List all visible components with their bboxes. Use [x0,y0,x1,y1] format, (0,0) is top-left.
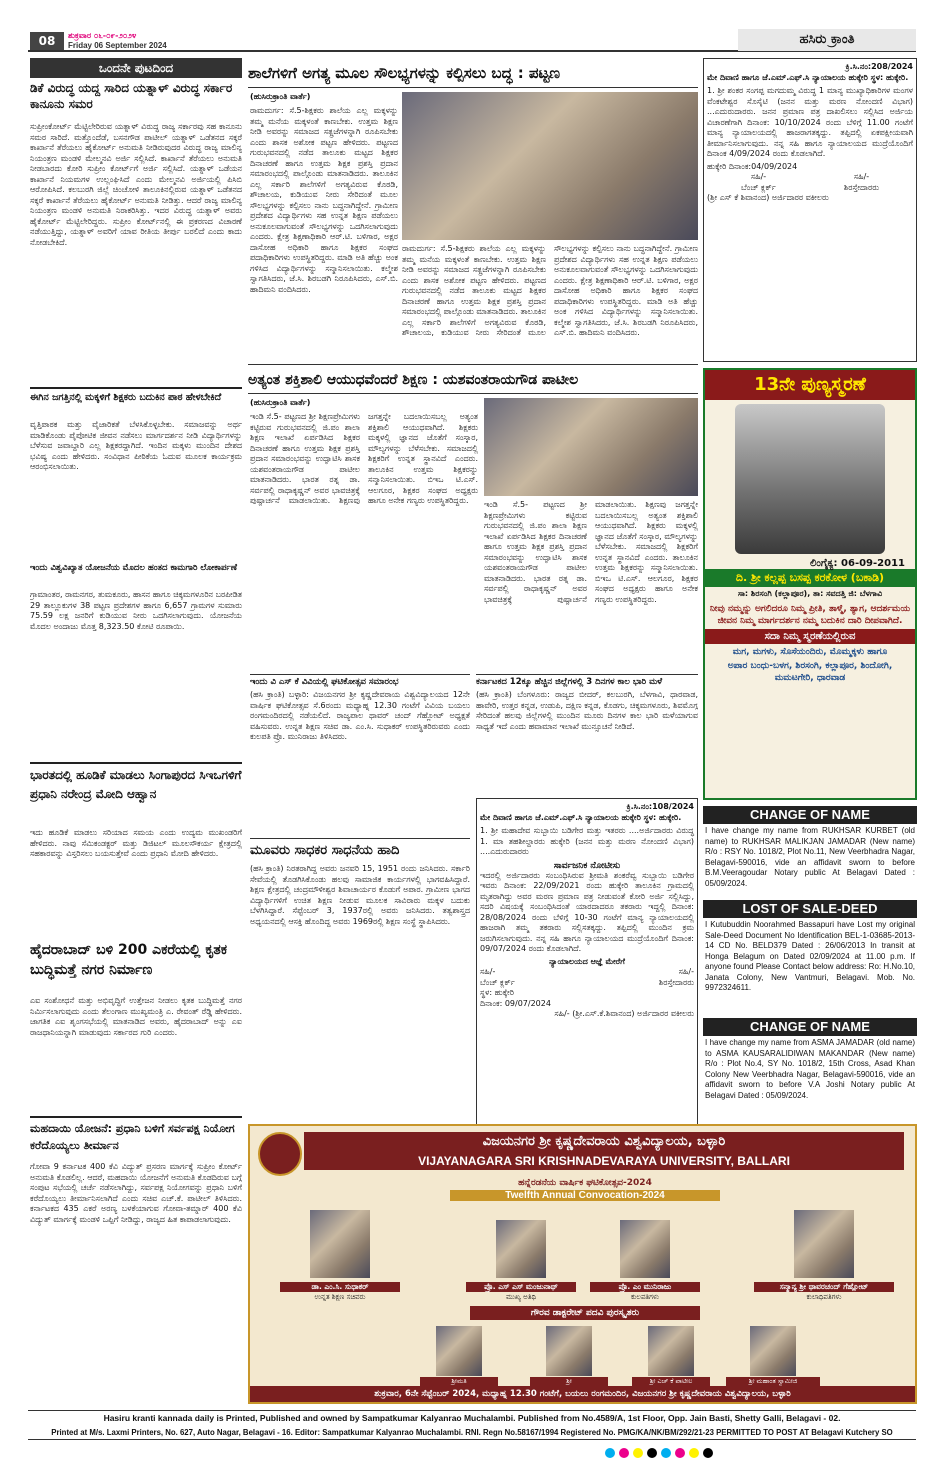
honoree-photo-2 [546,1326,592,1376]
notice1-sign1-role: ಬೆಂಚ್ ಕ್ಲರ್ಕ್ [741,182,776,192]
notice2-sign1-role: ಬೆಂಚ್ ಕ್ಲರ್ಕ್ [480,977,515,987]
notice1-place-date: ಹುಕ್ಕೇರಿ ದಿನಾಂಕ:04/09/2024 [707,161,798,171]
story-c2-body: (ಹಸಿ ಕ್ರಾಂತಿ) ಬೆಂಗಳೂರು: ರಾಜ್ಯದ ಬೀದರ್, ಕಲಬುರಗಿ, ಬೆಳಗಾವಿ, ಧಾರವಾಡ, ಹಾವೇರಿ, ಉತ್ತರ ಕನ್ನಡ, ಉಡುಪಿ, ದಕ್ಷಿಣ ಕನ್ನಡ, ಕೊಡಗು, ಚಿಕ್ಕಮಗಳೂರು, ಶಿವಮೊಗ್ಗ ಸೇರಿದಂತೆ ಹಲವು ಜಿಲ್ಲೆಗಳಲ್ಲಿ ಮುಂದಿನ ಮೂರು ದಿನಗಳ ಕಾಲ ಭಾರಿ ಮಳೆಯಾಗುವ ಸಾಧ್ಯತೆ ಇದೆ ಎಂದು ಹವಾಮಾನ ಇಲಾಖೆ ಮುನ್ಸೂಚನೆ ನೀಡಿದೆ. [476,690,698,731]
date-kannada: ಶುಕ್ರವಾರ ೦೬-೦೯-೨೦೨೪ [68,31,137,40]
lead-body-col1: ರಾಮದುರ್ಗ: ಸೆ.5-ಶಿಕ್ಷಕರು ಶಾಲೆಯ ಎಲ್ಲ ಮಕ್ಕಳನ್ನು ತಮ್ಮ ಮನೆಯ ಮಕ್ಕಳಂತೆ ಕಾಣಬೇಕು. ಉತ್ತಮ ಶಿಕ್ಷಣ ನೀಡಿ ಅವರನ್ನು ಸಮಾಜದ ಸತ್ಪ್ರಜೆಗಳನ್ನಾಗಿ ರೂಪಿಸಬೇಕು ಎಂದು ಶಾಸಕ ಅಶೋಕ ಪಟ್ಟಣ ಹೇಳಿದರು. ಪಟ್ಟಣದ ಗುರುಭವನದಲ್ಲಿ ನಡೆದ ತಾಲೂಕು ಮಟ್ಟದ ಶಿಕ್ಷಕರ ದಿನಾಚರಣೆ ಹಾಗೂ ಉತ್ತಮ ಶಿಕ್ಷಕ ಪ್ರಶಸ್ತಿ ಪ್ರದಾನ ಸಮಾರಂಭದಲ್ಲಿ ಪಾಲ್ಗೊಂಡು ಮಾತನಾಡಿದರು. ತಾಲೂಕಿನ ಎಲ್ಲ ಸರ್ಕಾರಿ ಶಾಲೆಗಳಿಗೆ ಅಗತ್ಯವಿರುವ ಕೊಠಡಿ, ಶೌಚಾಲಯ, ಕುಡಿಯುವ ನೀರು ಸೇರಿದಂತೆ ಮೂಲ ಸೌಲಭ್ಯಗಳನ್ನು ಕಲ್ಪಿಸಲು ನಾನು ಬದ್ಧನಾಗಿದ್ದೇನೆ. ಗ್ರಾಮೀಣ ಪ್ರದೇಶದ ವಿದ್ಯಾರ್ಥಿಗಳು ಸಹ ಉನ್ನತ ಶಿಕ್ಷಣ ಪಡೆಯಲು ಅನುಕೂಲವಾಗುವಂತೆ ಸೌಲಭ್ಯಗಳನ್ನು ಒದಗಿಸಲಾಗುವುದು ಎಂದರು. ಕ್ಷೇತ್ರ ಶಿಕ್ಷಣಾಧಿಕಾರಿ ಆರ್.ಟಿ. ಬಳಿಗಾರ, ಅಕ್ಷರ ದಾಸೋಹ ಅಧಿಕಾರಿ ಹಾಗೂ ಶಿಕ್ಷಕರ ಸಂಘದ ಪದಾಧಿಕಾರಿಗಳು ಉಪಸ್ಥಿತರಿದ್ದರು. ಮಾಡಿ ಅತಿ ಹೆಚ್ಚು ಅಂಕ ಗಳಿಸಿದ ವಿದ್ಯಾರ್ಥಿಗಳನ್ನು ಸನ್ಮಾನಿಸಲಾಯಿತು. ಕಲ್ಮೇಶ ಸ್ವಾಗತಿಸಿದರು, ಜೆ.ಸಿ. ಶಿರಬಡಗಿ ನಿರೂಪಿಸಿದರು, ಎಸ್.ಬಿ. ಹಾದಿಮನಿ ವಂದಿಸಿದರು. [250,106,398,294]
honoree-photo-1 [436,1326,482,1376]
notice2-place: ಸ್ಥಳ: ಹುಕ್ಕೇರಿ [480,988,514,997]
notice2-date: ದಿನಾಂಕ: 09/07/2024 [480,998,551,1008]
story4-body: ಎಐ ಸಂಶೋಧನೆ ಮತ್ತು ಅಭಿವೃದ್ಧಿಗೆ ಉತ್ತೇಜನ ನೀಡಲು ಕೃತಕ ಬುದ್ಧಿಮತ್ತೆ ನಗರ ನಿರ್ಮಿಸಲಾಗುವುದು ಎಂದು ತೆಲಂಗಾಣ ಮುಖ್ಯಮಂತ್ರಿ ಎ. ರೇವಂತ್ ರೆಡ್ಡಿ ಹೇಳಿದರು. ಜಾಗತಿಕ ಎಐ ಶೃಂಗಸಭೆಯಲ್ಲಿ ಮಾತನಾಡಿದ ಅವರು, ಹೈದರಾಬಾದ್ ಅನ್ನು ಎಐ ರಾಜಧಾನಿಯನ್ನಾಗಿ ಮಾಡುವುದು ಸರ್ಕಾರದ ಗುರಿ ಎಂದರು. [30,996,242,1037]
court-notice-2 [476,798,698,1126]
memorial-relatives: ಅಪಾರ ಬಂಧು-ಬಳಗ, ಶಿರಸಂಗಿ, ಕಲ್ಲಾಪೂರ, ಶಿಂದೋಗಿ, ಮಮಟಗೇರಿ, ಧಾರವಾಡ [727,661,893,683]
divider [30,387,242,389]
classified1-title: CHANGE OF NAME [703,806,917,824]
imprint-line-2: Printed at M/s. Laxmi Printers, No. 627, Auto Nagar, Belagavi - 16. Editor: Sampatkumar Kalyanrao Muchalambi. RNI. Regn No.58167/1994 Registered No. PMG/KA/NK/BM/292/21-23 PERMITTED TO POST AT Belagavi Kutchery SO [28,1426,916,1440]
ad-footer: ಶುಕ್ರವಾರ, 6ನೇ ಸೆಪ್ಟೆಂಬರ್ 2024, ಮಧ್ಯಾಹ್ನ 12.30 ಗಂಟೆಗೆ, ಬಯಲು ರಂಗಮಂದಿರ, ವಿಜಯನಗರ ಶ್ರೀ ಕೃಷ್ಣದೇವರಾಯ ವಿಶ್ವವಿದ್ಯಾಲಯ, ಬಳ್ಳಾರಿ [250,1386,915,1402]
court-notice-1 [703,58,917,362]
univ-logo [258,1132,302,1176]
second-dateline: (ಹುಸಿರುಕ್ರಾಂತಿ ವಾರ್ತೆ) [250,398,311,407]
story2-body: ವೃತ್ತಿಪಾಠಕ ಮತ್ತು ವೈಜಾರಿಕತೆ ಬೆಳಸಿಕೊಳ್ಳಬೇಕು. ಸಮಾಜವನ್ನು ಅರ್ಥ ಮಾಡಿಕೊಂಡು ಪೈಪೋಟಿಕ ಜೀವನ ನಡೆಸಲು ಮಾರ್ಗದರ್ಶನ ನೀಡಿ ವಿದ್ಯಾರ್ಥಿಗಳನ್ನು ಬೆಳೆಸುವ ಜವಾಬ್ದಾರಿ ಎಲ್ಲ ಶಿಕ್ಷಕರದ್ದಾಗಿದೆ. ಇಂದಿನ ಮಕ್ಕಳು ಮುಂದಿನ ದೇಶದ ಭವಿಷ್ಯ ಎಂದು ಹೇಳಿದರು. ಸಂವಿಧಾನ ಪೀಠಿಕೆಯ ಓದುವ ಮೂಲಕ ಕಾರ್ಯಕ್ರಮ ಆರಂಭಿಸಲಾಯಿತು. [30,420,242,471]
notice1-body: 1. ಶ್ರೀ ಶಂಕರ ಸಂಗಪ್ಪ ಮಗದುಮ್ಮ ವಿರುದ್ಧ 1 ಮಾನ್ಯ ಮುಖ್ಯಾಧಿಕಾರಿಗಳ ಮಂಗಳ ವೆಂಕಟೇಶ್ವರ ಸೊಸೈಟಿ (ಜನನ ಮತ್ತು ಮರಣ ನೋಂದಣಿ ವಿಭಾಗ) ...ಎದುರುದಾರರು. ಜನನ ಪ್ರಮಾಣ ಪತ್ರ ದಾಖಲಿಸಲು ಸಲ್ಲಿಸಿದ ಅರ್ಜಿಯ ವಿಚಾರಣೆಗಾಗಿ ದಿನಾಂಕ: 10/10/2024 ರಂದು ಬೆಳಿಗ್ಗೆ 11.00 ಗಂಟೆಗೆ ಮಾನ್ಯ ನ್ಯಾಯಾಲಯದಲ್ಲಿ ಹಾಜರಾಗತಕ್ಕದ್ದು. ತಪ್ಪಿದಲ್ಲಿ ಏಕಪಕ್ಷೀಯವಾಗಿ ತೀರ್ಮಾನಿಸಲಾಗುವುದು. ನನ್ನ ಸಹಿ ಹಾಗೂ ನ್ಯಾಯಾಲಯದ ಮುದ್ರೆಯೊಂದಿಗೆ ದಿನಾಂಕ 4/09/2024 ರಂದು ಕೊಡಲಾಗಿದೆ. [707,86,913,158]
person-4-role: ಕುಲಾಧಿಪತಿಗಳು [806,1293,842,1301]
page-number: 08 [30,32,64,50]
notice1-roles [707,183,913,194]
memorial-date: ಲಿಂಗೈಕ್ಯ: 06-09-2011 [810,558,905,569]
memorial-portrait [735,404,885,554]
story-c3-headline: ಮೂವರು ಸಾಧಕರ ಸಾಧನೆಯ ಹಾದಿ [250,838,470,862]
person-4-name: ಸನ್ಮಾನ್ಯ ಶ್ರೀ ಥಾವರಚಂದ್ ಗೆಹ್ಲೋಟ್ [754,1282,894,1292]
honoree-photo-4 [750,1326,796,1376]
notice1-case-no: ಕ್ರಿ.ಸಿ.ನಂ:208/2024 [845,62,913,71]
honoree-1-name: ಶ್ರೀಮತಿ [420,1377,498,1386]
univ-name-english: VIJAYANAGARA SRI KRISHNADEVARAYA UNIVERSITY, BALLARI [304,1152,904,1170]
notice1-court: ಮೇ ದಿವಾಣಿ ಹಾಗೂ ಜೆ.ಎಮ್.ಎಫ್.ಸಿ ನ್ಯಾಯಾಲಯ ಹುಕ್ಕೇರಿ ಸ್ಥಳ: ಹುಕ್ಕೇರಿ. [707,72,909,82]
event-kannada: ಹನ್ನೆರಡನೆಯ ವಾರ್ಷಿಕ ಘಟಿಕೋತ್ಸವ-2024 [518,1178,652,1188]
honoree-2-name: ಶ್ರೀ [530,1377,608,1386]
notice1-signatures [707,172,913,183]
story5-body: ಗೋವಾ 9 ಕರ್ನಾಟಕ 400 ಕೆವಿ ವಿದ್ಯುತ್ ಪ್ರಸರಣ ಮಾರ್ಗಕ್ಕೆ ಸುಪ್ರೀಂ ಕೋರ್ಟ್ ಅನುಮತಿ ಕೊಡಲಿಲ್ಲ. ಆದರೆ, ಮಹದಾಯಿ ಯೋಜನೆಗೆ ಅನುಮತಿ ಕೊಡದಿರುವ ಬಗ್ಗೆ ಸಂಪುಟ ಸಭೆಯಲ್ಲಿ ಚರ್ಚೆ ನಡೆಸಲಾಗಿದ್ದು, ಸರ್ವಪಕ್ಷ ನಿಯೋಗವನ್ನು ಪ್ರಧಾನಿ ಬಳಿಗೆ ಕರೆದೊಯ್ಯಲು ತೀರ್ಮಾನಿಸಲಾಗಿದೆ ಎಂದು ಸಚಿವ ಎಚ್.ಕೆ. ಪಾಟೀಲ್ ತಿಳಿಸಿದರು. ಕರ್ನಾಟಕದ 435 ಎಕರೆ ಅರಣ್ಯ ಬಳಕೆಯಾಗುವ ಗೋವಾ-ತಮ್ನಾರ್ 400 ಕೆವಿ ವಿದ್ಯುತ್ ಮಾರ್ಗಕ್ಕೆ ಮಂಡಳಿ ಒಪ್ಪಿಗೆ ನೀಡಿದ್ದು, ರಾಜ್ಯದ ಹಿತ ಕಾಪಾಡಲಾಗುವುದು. [30,1162,242,1224]
second-body-col1: ಇಂಡಿ ಸೆ.5- ಪಟ್ಟಣದ ಶ್ರೀ ಶಿಕ್ಷಣಪ್ರೇಮಿಗಳು ಕಟ್ಟಿರುವ ಗುರುಭವನದಲ್ಲಿ ಜಿ.ಪಂ ಶಾಲಾ ಶಿಕ್ಷಣ ಇಲಾಖೆ ಏರ್ಪಡಿಸಿದ ಶಿಕ್ಷಕರ ದಿನಾಚರಣೆ ಹಾಗೂ ಉತ್ತಮ ಶಿಕ್ಷಕ ಪ್ರಶಸ್ತಿ ಪ್ರದಾನ ಸಮಾರಂಭವನ್ನು ಉದ್ಘಾಟಿಸಿ ಶಾಸಕ ಯಶವಂತರಾಯಗೌಡ ಪಾಟೀಲ ಮಾತನಾಡಿದರು. ಭಾರತ ರತ್ನ ಡಾ. ಸರ್ವಪಲ್ಲಿ ರಾಧಾಕೃಷ್ಣನ್ ಅವರ ಭಾವಚಿತ್ರಕ್ಕೆ ಪುಷ್ಪಾರ್ಚನೆ ಮಾಡಲಾಯಿತು. ಶಿಕ್ಷಣವು ಜಗತ್ತನ್ನೇ ಬದಲಾಯಿಸಬಲ್ಲ ಅತ್ಯಂತ ಶಕ್ತಿಶಾಲಿ ಆಯುಧವಾಗಿದೆ. ಶಿಕ್ಷಕರು ಮಕ್ಕಳಲ್ಲಿ ಜ್ಞಾನದ ಜೊತೆಗೆ ಸಂಸ್ಕಾರ, ಮೌಲ್ಯಗಳನ್ನು ಬೆಳೆಸಬೇಕು. ಸಮಾಜದಲ್ಲಿ ಶಿಕ್ಷಕರಿಗೆ ಉನ್ನತ ಸ್ಥಾನವಿದೆ ಎಂದರು. ತಾಲೂಕಿನ ಉತ್ತಮ ಶಿಕ್ಷಕರನ್ನು ಸನ್ಮಾನಿಸಲಾಯಿತು. ಬಿಇಒ ಟಿ.ಎಸ್. ಆಲಗೂರ, ಶಿಕ್ಷಕರ ಸಂಘದ ಅಧ್ಯಕ್ಷರು ಹಾಗೂ ಅನೇಕ ಗಣ್ಯರು ಉಪಸ್ಥಿತರಿದ್ದರು. [250,412,478,505]
lead-dateline: (ಹುಸಿರುಕ್ರಾಂತಿ ವಾರ್ತೆ) [250,92,311,101]
honorary-heading: ಗೌರವ ಡಾಕ್ಟರೇಟ್ ಪದವಿ ಪುರಸ್ಕೃತರು [470,1306,700,1320]
story1-headline: ಡಿಕೆ ವಿರುದ್ಧ ಯದ್ದ ಸಾರಿದ ಯತ್ನಾಳ್ ವಿರುದ್ಧ ಸರ್ಕಾರ ಕಾನೂನು ಸಮರ [30,81,233,111]
honoree-4-name: ಶ್ರೀ ಮಹಾಂತ ಸ್ವಾಮೀಜಿ [726,1377,820,1386]
story2-subhead: ಇಂದು ವಿಶ್ವವಿಖ್ಯಾತ ಯೋಜನೆಯ ಮೊದಲ ಹಂತದ ಕಾಮಗಾರಿ ಲೋಕಾರ್ಪಣೆ [30,563,238,573]
imprint-line-1: Hasiru kranti kannada daily is Printed, Published and owned by Sampatkumar Kalyanrao Muchalambi. Published from No.4589/A, 1st Floor, Opp. Jain Basti, Shetty Galli, Belagavi - 02. [28,1410,916,1424]
divider [30,762,242,764]
notice2-seal: ನ್ಯಾಯಾಲಯದ ಆಜ್ಞೆ ಮೇರೆಗೆ [549,956,625,966]
convocation-ad [248,1124,917,1404]
person-1-role: ಉನ್ನತ ಶಿಕ್ಷಣ ಸಚಿವರು [314,1293,366,1301]
notice2-sign2-role: ಶಿರಸ್ತೇದಾರರು [658,977,694,987]
memorial-family: ಮಗ, ಮಗಳು, ಸೊಸೆಯಂದಿರು, ಮೊಮ್ಮಕ್ಕಳು ಹಾಗೂ [732,647,888,657]
notice2-case-no: ಕ್ರಿ.ಸಿ.ನಂ:108/2024 [626,802,694,811]
story-c1-body: (ಹಸಿ ಕ್ರಾಂತಿ) ಬಳ್ಳಾರಿ: ವಿಜಯನಗರ ಶ್ರೀ ಕೃಷ್ಣದೇವರಾಯ ವಿಶ್ವವಿದ್ಯಾಲಯದ 12ನೇ ವಾರ್ಷಿಕ ಘಟಿಕೋತ್ಸವ ಸೆ.6ರಂದು ಮಧ್ಯಾಹ್ನ 12.30 ಗಂಟೆಗೆ ವಿವಿಯ ಬಯಲು ರಂಗಮಂದಿರದಲ್ಲಿ ನಡೆಯಲಿದೆ. ರಾಜ್ಯಪಾಲ ಥಾವರ್ ಚಂದ್ ಗೆಹ್ಲೋಟ್ ಅಧ್ಯಕ್ಷತೆ ವಹಿಸುವರು. ಉನ್ನತ ಶಿಕ್ಷಣ ಸಚಿವ ಡಾ. ಎಂ.ಸಿ. ಸುಧಾಕರ್ ಉಪಸ್ಥಿತರಿರುವರು ಎಂದು ಕುಲಪತಿ ಪ್ರೊ. ಮುನಿರಾಜು ತಿಳಿಸಿದರು. [250,690,470,741]
notice2-signatures [480,967,694,978]
story-c2-headline: ಕರ್ನಾಟಕದ 12ಕ್ಕೂ ಹೆಚ್ಚಿನ ಜಿಲ್ಲೆಗಳಲ್ಲಿ 3 ದಿನಗಳ ಕಾಲ ಭಾರಿ ಮಳೆ [476,674,698,688]
notice2-sign2: ಸಹಿ/- [678,967,694,976]
notice1-sign2: ಸಹಿ/- [853,172,870,181]
memorial-ad [703,368,917,800]
univ-name-kannada: ವಿಜಯನಗರ ಶ್ರೀ ಕೃಷ್ಣದೇವರಾಯ ವಿಶ್ವವಿದ್ಯಾಲಯ, ಬಳ್ಳಾರಿ [304,1132,904,1152]
lead-headline: ಶಾಲೆಗಳಿಗೆ ಅಗತ್ಯ ಮೂಲ ಸೌಲಭ್ಯಗಳನ್ನು ಕಲ್ಪಿಸಲು ಬದ್ಧ : ಪಟ್ಟಣ [248,58,698,88]
person-photo-2 [496,1220,546,1278]
story-c1-headline: ಇಂದು ವಿ ಎಸ್ ಕೆ ವಿವಿಯಲ್ಲಿ ಘಟಿಕೋತ್ಸವ ಸಮಾರಂಭ [250,674,470,688]
notice2-court: ಮೇ ದಿವಾಣಿ ಹಾಗೂ ಜೆ.ಎಮ್.ಎಫ್.ಸಿ ನ್ಯಾಯಾಲಯ ಹುಕ್ಕೇರಿ ಸ್ಥಳ: ಹುಕ್ಕೇರಿ. [480,812,682,822]
story2-headline: ಈಗಿನ ಜಗತ್ತಿನಲ್ಲಿ ಮಕ್ಕಳಿಗೆ ಶಿಕ್ಷಕರು ಬದುಕಿನ ಪಾಠ ಹೇಳಬೇಕಿದೆ [30,392,222,403]
notice1-advocate: (ಶ್ರೀ ಎಸ್ ಕೆ ಶಿವಾನಂದ) ಅರ್ಜಿದಾರರ ವಕೀಲರು [707,193,829,202]
classified3-title: CHANGE OF NAME [703,1018,917,1036]
person-3-name: ಪ್ರೊ. ಎಂ ಮುನಿರಾಜು [590,1282,700,1292]
story3-body: ಇದು ಹೂಡಿಕೆ ಮಾಡಲು ಸರಿಯಾದ ಸಮಯ ಎಂದು ಉದ್ಯಮ ಮುಖಂಡರಿಗೆ ಹೇಳಿದರು. ನಾವು ಸೆಮಿಕಂಡಕ್ಟರ್ ಮತ್ತು ಡಿಜಿಟಲ್ ಮೂಲಸೌಕರ್ಯ ಕ್ಷೇತ್ರದಲ್ಲಿ ಸಹಕಾರವನ್ನು ವಿಸ್ತರಿಸಲು ಬಯಸುತ್ತೇವೆ ಎಂದು ಪ್ರಧಾನಿ ಮೋದಿ ಹೇಳಿದರು. [30,828,242,858]
second-headline: ಅತ್ಯಂತ ಶಕ್ತಿಶಾಲಿ ಆಯುಧವೆಂದರೆ ಶಿಕ್ಷಣ : ಯಶವಂತರಾಯಗೌಡ ಪಾಟೀಲ [248,364,698,394]
story4-headline: ಹೈದರಾಬಾದ್ ಬಳಿ 200 ಎಕರೆಯಲ್ಲಿ ಕೃತಕ ಬುದ್ಧಿಮತ್ತೆ ನಗರ ನಿರ್ಮಾಣ [30,942,228,978]
person-photo-3 [620,1220,670,1278]
notice1-sign1: ಸಹಿ/- [750,172,767,181]
notice2-advocate: ಸಹಿ/- (ಶ್ರೀ.ಎಸ್.ಕೆ.ಶಿವಾನಂದ) ಅರ್ಜಿದಾರರ ವಕೀಲರು [554,1009,694,1018]
lead-photo [402,92,698,240]
paper-name: ಹಸಿರು ಕ್ರಾಂತಿ [738,29,916,51]
second-photo [484,398,698,496]
person-3-role: ಕುಲಪತಿಗಳು [631,1293,659,1301]
classified3-body: I have change my name from ASMA JAMADAR (old name) to ASMA KAUSARALIDIWAN MAKANDAR (New name) R/o : Plot No.4, SY No. 1018/2, 15th Cross, Asad Khan Colony New Veerbhadra Nagar, Belagavi-590016, vide an affidavit sworn to before V.A Joshi Notary public At Belagavi Dated : 05/09/2024. [705,1038,915,1100]
registration-marks [605,1448,755,1458]
story5-headline: ಮಹದಾಯಿ ಯೋಜನೆ: ಪ್ರಧಾನಿ ಬಳಿಗೆ ಸರ್ವಪಕ್ಷ ನಿಯೋಗ ಕರೆದೊಯ್ಯಲು ತೀರ್ಮಾನ [30,1122,235,1152]
memorial-address: ಸಾ: ಶಿರಸಂಗಿ (ಕಲ್ಲಾಪೂರ), ತಾ: ಸವದತ್ತಿ ಜಿ: ಬೆಳಗಾವಿ [737,589,883,598]
lead-body-col2: ರಾಮದುರ್ಗ: ಸೆ.5-ಶಿಕ್ಷಕರು ಶಾಲೆಯ ಎಲ್ಲ ಮಕ್ಕಳನ್ನು ತಮ್ಮ ಮನೆಯ ಮಕ್ಕಳಂತೆ ಕಾಣಬೇಕು. ಉತ್ತಮ ಶಿಕ್ಷಣ ನೀಡಿ ಅವರನ್ನು ಸಮಾಜದ ಸತ್ಪ್ರಜೆಗಳನ್ನಾಗಿ ರೂಪಿಸಬೇಕು ಎಂದು ಶಾಸಕ ಅಶೋಕ ಪಟ್ಟಣ ಹೇಳಿದರು. ಪಟ್ಟಣದ ಗುರುಭವನದಲ್ಲಿ ನಡೆದ ತಾಲೂಕು ಮಟ್ಟದ ಶಿಕ್ಷಕರ ದಿನಾಚರಣೆ ಹಾಗೂ ಉತ್ತಮ ಶಿಕ್ಷಕ ಪ್ರಶಸ್ತಿ ಪ್ರದಾನ ಸಮಾರಂಭದಲ್ಲಿ ಪಾಲ್ಗೊಂಡು ಮಾತನಾಡಿದರು. ತಾಲೂಕಿನ ಎಲ್ಲ ಸರ್ಕಾರಿ ಶಾಲೆಗಳಿಗೆ ಅಗತ್ಯವಿರುವ ಕೊಠಡಿ, ಶೌಚಾಲಯ, ಕುಡಿಯುವ ನೀರು ಸೇರಿದಂತೆ ಮೂಲ ಸೌಲಭ್ಯಗಳನ್ನು ಕಲ್ಪಿಸಲು ನಾನು ಬದ್ಧನಾಗಿದ್ದೇನೆ. ಗ್ರಾಮೀಣ ಪ್ರದೇಶದ ವಿದ್ಯಾರ್ಥಿಗಳು ಸಹ ಉನ್ನತ ಶಿಕ್ಷಣ ಪಡೆಯಲು ಅನುಕೂಲವಾಗುವಂತೆ ಸೌಲಭ್ಯಗಳನ್ನು ಒದಗಿಸಲಾಗುವುದು ಎಂದರು. ಕ್ಷೇತ್ರ ಶಿಕ್ಷಣಾಧಿಕಾರಿ ಆರ್.ಟಿ. ಬಳಿಗಾರ, ಅಕ್ಷರ ದಾಸೋಹ ಅಧಿಕಾರಿ ಹಾಗೂ ಶಿಕ್ಷಕರ ಸಂಘದ ಪದಾಧಿಕಾರಿಗಳು ಉಪಸ್ಥಿತರಿದ್ದರು. ಮಾಡಿ ಅತಿ ಹೆಚ್ಚು ಅಂಕ ಗಳಿಸಿದ ವಿದ್ಯಾರ್ಥಿಗಳನ್ನು ಸನ್ಮಾನಿಸಲಾಯಿತು. ಕಲ್ಮೇಶ ಸ್ವಾಗತಿಸಿದರು, ಜೆ.ಸಿ. ಶಿರಬಡಗಿ ನಿರೂಪಿಸಿದರು, ಎಸ್.ಬಿ. ಹಾದಿಮನಿ ವಂದಿಸಿದರು. [402,244,698,337]
divider [30,1116,242,1118]
classified2-title: LOST OF SALE-DEED [703,900,917,918]
notice2-body: ಇದರಲ್ಲಿ ಅರ್ಜಿದಾರರು ಸಂಬಂಧಿಸಿರುವ ಶ್ರೀಮತಿ ಶಂಕರೆವ್ವ ಸುಬ್ಬಾಯಿ ಬಡಿಗೇರ ಇವರು ದಿನಾಂಕ: 22/09/2021 ರಂದು ಹುಕ್ಕೇರಿ ತಾಲೂಕಿನ ಗ್ರಾಮದಲ್ಲಿ ಮೃತರಾಗಿದ್ದು ಅವರ ಮರಣ ಪ್ರಮಾಣ ಪತ್ರ ನೀಡುವಂತೆ ಕೋರಿ ಅರ್ಜಿ ಸಲ್ಲಿಸಿದ್ದು, ಸದರಿ ವಿಷಯಕ್ಕೆ ಸಂಬಂಧಿಸಿದಂತೆ ಯಾರದಾದರೂ ತಕರಾರು ಇದ್ದಲ್ಲಿ ದಿನಾಂಕ: 28/08/2024 ರಂದು ಬೆಳಿಗ್ಗೆ 10-30 ಗಂಟೆಗೆ ಮಾನ್ಯ ನ್ಯಾಯಾಲಯದಲ್ಲಿ ಹಾಜರಾಗಿ ತಮ್ಮ ತಕರಾರು ಸಲ್ಲಿಸತಕ್ಕದ್ದು. ತಪ್ಪಿದಲ್ಲಿ ಮುಂದಿನ ಕ್ರಮ ಜರುಗಿಸಲಾಗುವುದು. ನನ್ನ ಸಹಿ ಹಾಗೂ ನ್ಯಾಯಾಲಯದ ಮುದ್ರೆಯೊಂದಿಗೆ ದಿನಾಂಕ: 09/07/2024 ರಂದು ಕೊಡಲಾಗಿದೆ. [480,870,694,953]
person-2-name: ಪ್ರೊ. ಎಸ್ ಎಸ್ ಮಂಜುನಾಥ್ [466,1282,576,1292]
person-1-name: ಡಾ. ಎಂ.ಸಿ. ಸುಧಾಕರ್ [280,1282,400,1292]
event-english: Twelfth Annual Convocation-2024 [450,1190,720,1201]
person-2-role: ಮುಖ್ಯ ಅತಿಥಿ [505,1293,536,1301]
story1-body: ಸುಪ್ರೀಂಕೋರ್ಟ್ ಮೆಟ್ಟಿಲೇರಿರುವ ಯತ್ನಾಳ್ ವಿರುದ್ಧ ರಾಜ್ಯ ಸರ್ಕಾರವು ಸಹ ಕಾನೂನು ಸಮರ ಸಾರಿದೆ. ಮತ್ತೊಂದೆಡೆ, ಬಸನಗೌಡ ಪಾಟೀಲ್ ಯತ್ನಾಳ್ ಒಡೆತನದ ಸಕ್ಕರೆ ಕಾರ್ಖಾನೆ ತೆರೆಯಲು ಹೈಕೋರ್ಟ್ ಅನುಮತಿ ನೀಡಿರುವುದರ ವಿರುದ್ಧ ರಾಜ್ಯ ಮಾಲಿನ್ಯ ನಿಯಂತ್ರಣ ಮಂಡಳಿ ಮೇಲ್ಮನವಿ ಅರ್ಜಿ ಸಲ್ಲಿಸಿದೆ. ಕಾರ್ಖಾನೆ ತೆರೆಯಲು ಅನುಮತಿ ನೀಡಬಾರದು ಕೋರಿ ಸುಪ್ರೀಂ ಕೋರ್ಟ್‌ಗೆ ಅರ್ಜಿ ಸಲ್ಲಿಸಿದೆ. ಯತ್ನಾಳ್ ಒಡೆಯನ ಕಾರ್ಖಾನೆ ನಿಯಮಗಳ ಉಲ್ಲಂಘಿಸಿದೆ ಎಂದು ಮೇಲ್ಮನವಿ ಅರ್ಜಿಯಲ್ಲಿ ಪಿಸಿಬಿ ಆರೋಪಿಸಿದೆ. ಕಲಬುರಗಿ ಜಿಲ್ಲೆ ಚಿಂಚೋಳಿ ತಾಲೂಕಿನಲ್ಲಿರುವ ಯತ್ನಾಳ್ ಒಡೆತನದ ಸಕ್ಕರೆ ಕಾರ್ಖಾನೆ ತೆರೆಯಲು ಹೈಕೋರ್ಟ್ ಅನುಮತಿ ನೀಡಿತ್ತು. ಆದರೆ ರಾಜ್ಯ ಮಾಲಿನ್ಯ ನಿಯಂತ್ರಣ ಮಂಡಳಿ ಅನುಮತಿ ನಿರಾಕರಿಸಿತ್ತು. ಇದರ ವಿರುದ್ಧ ಯತ್ನಾಳ್ ಅವರು ಹೈಕೋರ್ಟ್ ಮೆಟ್ಟಿಲೇರಿದ್ದರು. ಸುಪ್ರೀಂ ಕೋರ್ಟ್‌ನಲ್ಲಿ ಈ ಪ್ರಕರಣದ ವಿಚಾರಣೆ ನಡೆಯುತ್ತಿದ್ದು, ಯತ್ನಾಳ್ ಅವರಿಗೆ ಯಾವ ರೀತಿಯ ತೀರ್ಪು ಬರಲಿದೆ ಎಂದು ಕಾದು ನೋಡಬೇಕಿದೆ. [30,122,242,247]
honoree-photo-3 [648,1326,694,1376]
person-photo-1 [310,1210,370,1278]
memorial-title: 13ನೇ ಪುಣ್ಯಸ್ಮರಣೆ [705,370,915,400]
memorial-remembrance: ಸದಾ ನಿಮ್ಮ ಸ್ಮರಣೆಯಲ್ಲಿರುವ [705,629,915,644]
memorial-tribute: ನೀವು ನಮ್ಮನ್ನು ಅಗಲಿದರೂ ನಿಮ್ಮ ಪ್ರೀತಿ, ತಾಳ್ಮೆ, ತ್ಯಾಗ, ಆದರ್ಶಮಯ ಜೀವನ ನಿಮ್ಮ ಮಾರ್ಗದರ್ಶನ ನಮ್ಮ ಬದುಕಿನ ದಾರಿ ದೀಪವಾಗಿದೆ. [709,604,911,626]
notice2-parties: 1. ಶ್ರೀ ಮಹಾದೇವ ಸುಬ್ಬಾಯಿ ಬಡಿಗೇರ ಮತ್ತು ಇತರರು ....ಅರ್ಜಿದಾರರು ವಿರುದ್ಧ 1. ಮಾ ತಹಶೀಲ್ದಾರರು ಹುಕ್ಕೇರಿ (ಜನನ ಮತ್ತು ಮರಣ ನೋಂದಣಿ ವಿಭಾಗ) ....ಎದುರುದಾರರು [480,826,694,856]
notice2-roles [480,978,694,989]
memorial-name: ದಿ. ಶ್ರೀ ಕಲ್ಲಪ್ಪ ಬಸಪ್ಪ ಕರಕೋಳ (ಬಕಾಡಿ) [705,569,915,587]
story2-body2: ಗ್ರಾಮಾಂತರ, ರಾಮನಗರ, ತುಮಕೂರು, ಹಾಸನ ಹಾಗೂ ಚಿಕ್ಕಮಗಳೂರಿನ ಬರಪೀಡಿತ 29 ತಾಲ್ಲೂಕುಗಳ 38 ಪಟ್ಟಣ ಪ್ರದೇಶಗಳ ಹಾಗೂ 6,657 ಗ್ರಾಮಗಳ ಸುಮಾರು 75.59 ಲಕ್ಷ ಜನರಿಗೆ ಕುಡಿಯುವ ನೀರು ಒದಗಿಸಲಾಗುವುದು. ಯೋಜನೆಯ ಮೊದಲ ಅಂದಾಜು ಮೊತ್ತ 8,323.50 ಕೋಟಿ ರೂಪಾಯಿ. [30,590,242,631]
second-body-col2: ಇಂಡಿ ಸೆ.5- ಪಟ್ಟಣದ ಶ್ರೀ ಶಿಕ್ಷಣಪ್ರೇಮಿಗಳು ಕಟ್ಟಿರುವ ಗುರುಭವನದಲ್ಲಿ ಜಿ.ಪಂ ಶಾಲಾ ಶಿಕ್ಷಣ ಇಲಾಖೆ ಏರ್ಪಡಿಸಿದ ಶಿಕ್ಷಕರ ದಿನಾಚರಣೆ ಹಾಗೂ ಉತ್ತಮ ಶಿಕ್ಷಕ ಪ್ರಶಸ್ತಿ ಪ್ರದಾನ ಸಮಾರಂಭವನ್ನು ಉದ್ಘಾಟಿಸಿ ಶಾಸಕ ಯಶವಂತರಾಯಗೌಡ ಪಾಟೀಲ ಮಾತನಾಡಿದರು. ಭಾರತ ರತ್ನ ಡಾ. ಸರ್ವಪಲ್ಲಿ ರಾಧಾಕೃಷ್ಣನ್ ಅವರ ಭಾವಚಿತ್ರಕ್ಕೆ ಪುಷ್ಪಾರ್ಚನೆ ಮಾಡಲಾಯಿತು. ಶಿಕ್ಷಣವು ಜಗತ್ತನ್ನೇ ಬದಲಾಯಿಸಬಲ್ಲ ಅತ್ಯಂತ ಶಕ್ತಿಶಾಲಿ ಆಯುಧವಾಗಿದೆ. ಶಿಕ್ಷಕರು ಮಕ್ಕಳಲ್ಲಿ ಜ್ಞಾನದ ಜೊತೆಗೆ ಸಂಸ್ಕಾರ, ಮೌಲ್ಯಗಳನ್ನು ಬೆಳೆಸಬೇಕು. ಸಮಾಜದಲ್ಲಿ ಶಿಕ್ಷಕರಿಗೆ ಉನ್ನತ ಸ್ಥಾನವಿದೆ ಎಂದರು. ತಾಲೂಕಿನ ಉತ್ತಮ ಶಿಕ್ಷಕರನ್ನು ಸನ್ಮಾನಿಸಲಾಯಿತು. ಬಿಇಒ ಟಿ.ಎಸ್. ಆಲಗೂರ, ಶಿಕ್ಷಕರ ಸಂಘದ ಅಧ್ಯಕ್ಷರು ಹಾಗೂ ಅನೇಕ ಗಣ್ಯರು ಉಪಸ್ಥಿತರಿದ್ದರು. [484,500,698,604]
notice2-sign1: ಸಹಿ/- [480,967,496,976]
date-english: Friday 06 September 2024 [68,41,167,50]
classified1-body: I have change my name from RUKHSAR KURBET (old name) to RUKHSAR MALIKJAN JAMADAR (New name) R/o : RSY No. 1018/2, Plot No.11, New Veerbhadra Nagar, Belagavi-590016, vide an affidavit sworn to before B.M.Veeragoudar Notary public At Belagavi Dated : 05/09/2024. [705,826,915,888]
section-label: ಒಂದನೇ ಪುಟದಿಂದ [30,58,242,78]
classified2-body: I Kutubuddin Noorahmed Bassapuri have Lost my original Sale-Deed Document No Identification BEL-1-03685-2013-14 CD No. BELD379 Dated : 26/06/2013 In transit at Honga Belagum on Dated 02/09/2024 at 11.00 p.m. If anyone found Please Contact below address: Ro: H.No.10, Janata Colony, New Vantmuri, Belagavi. Mob. No. 9972324611. [705,920,915,992]
person-photo-4 [794,1210,854,1278]
masthead-date [68,31,228,51]
story3-headline: ಭಾರತದಲ್ಲಿ ಹೂಡಿಕೆ ಮಾಡಲು ಸಿಂಗಾಪುರದ ಸಿಇಒಗಳಿಗೆ ಪ್ರಧಾನಿ ನರೇಂದ್ರ ಮೋದಿ ಆಹ್ವಾನ [30,768,242,801]
honoree-3-name: ಶ್ರೀ ಎಚ್ ಕೆ ಪಾಟೀಲ [632,1377,710,1386]
story-c3-body: (ಹಸಿ ಕ್ರಾಂತಿ) ನಿರತರಾಗಿದ್ದ ಅವರು ಜನವರಿ 15, 1951 ರಂದು ಜನಿಸಿದರು. ಸರ್ಕಾರಿ ಸೇವೆಯಲ್ಲಿ ತೊಡಗಿಸಿಕೊಂಡು ಹಲವು ಸಾಮಾಜಿಕ ಕಾರ್ಯಗಳಲ್ಲಿ ಭಾಗವಹಿಸಿದ್ದಾರೆ. ಶಿಕ್ಷಣ ಕ್ಷೇತ್ರದಲ್ಲಿ ಚಂದ್ರಮೌಳೀಶ್ವರ ಶಿವಾಚಾರ್ಯರ ಕೊಡುಗೆ ಅಪಾರ. ಗ್ರಾಮೀಣ ಭಾಗದ ವಿದ್ಯಾರ್ಥಿಗಳಿಗೆ ಉಚಿತ ಶಿಕ್ಷಣ ನೀಡುವ ಮೂಲಕ ಸಾವಿರಾರು ಮಕ್ಕಳ ಬದುಕು ಬೆಳಗಿಸಿದ್ದಾರೆ. ಸೆಪ್ಟೆಂಬರ್ 3, 1937ರಲ್ಲಿ ಅವರು ಜನಿಸಿದರು. ತತ್ವಶಾಸ್ತ್ರದ ಅಧ್ಯಯನದಲ್ಲಿ ಆಸಕ್ತಿ ಹೊಂದಿದ್ದ ಅವರು 1969ರಲ್ಲಿ ಶಿಕ್ಷಣ ಸಂಸ್ಥೆ ಸ್ಥಾಪಿಸಿದರು. [250,864,470,926]
notice1-sign2-role: ಶಿರಸ್ತೇದಾರರು [843,182,879,192]
notice2-title: ಸಾರ್ವಜನಿಕ ನೋಟೀಸು [553,860,621,871]
